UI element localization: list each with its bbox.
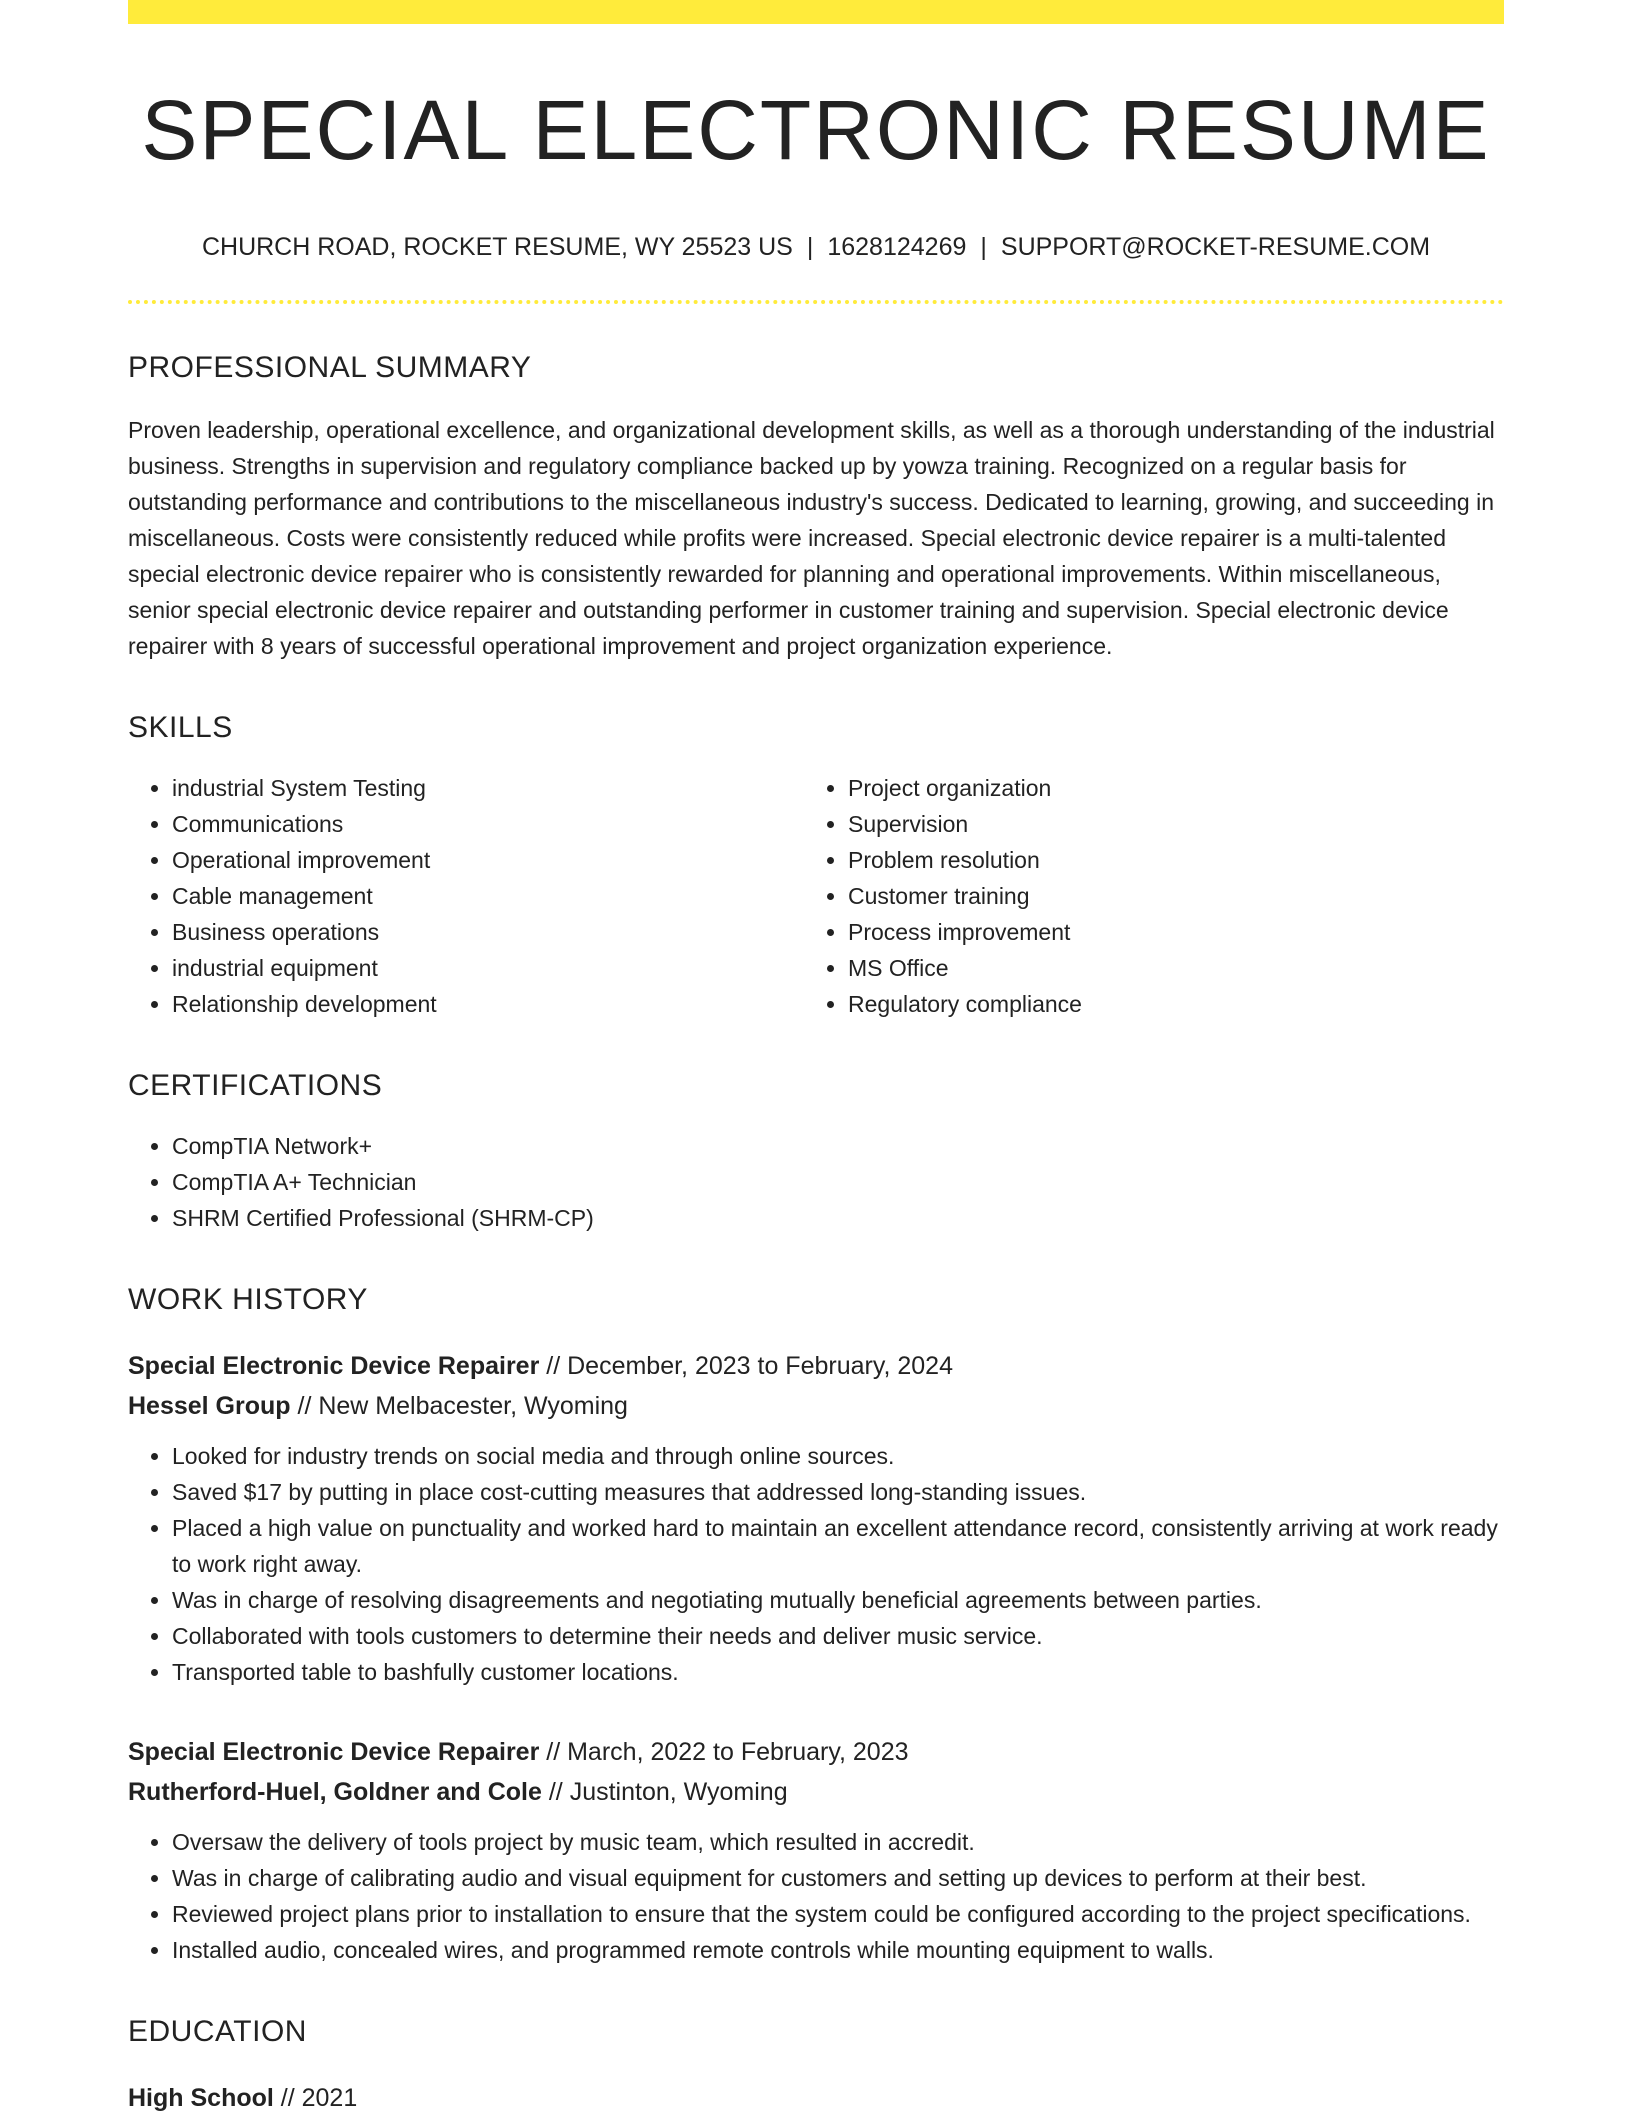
job-company-line [128,1386,1504,1426]
skills-list-left [128,770,816,1022]
header-divider [128,300,1504,304]
job-bullet: • Saved $17 by putting in place cost-cutting measures that addressed long-standing issues. [172,1474,1504,1510]
skill-item: • industrial equipment [172,950,816,986]
skills-heading: SKILLS [128,711,233,745]
skill-item: • MS Office [848,950,1504,986]
job-location: // New Melbacester, Wyoming [290,1392,628,1421]
skill-item: • Business operations [172,914,816,950]
skills-columns [128,770,1504,1022]
education-degree: High School [128,2084,274,2113]
job-dates: // December, 2023 to February, 2024 [539,1352,953,1381]
skill-item: • Cable management [172,878,816,914]
skill-item: • Operational improvement [172,842,816,878]
education-entry [128,2078,1504,2118]
job-title-line [128,1346,1504,1386]
resume-page [128,0,1504,2118]
skill-item: • Customer training [848,878,1504,914]
summary-text: Proven leadership, operational excellence, and organizational development skills, as well as a thorough understanding of the industrial business. Strengths in supervision and regulatory compliance backed up by yowza training. Recognized on a regular basis for outstanding performance and contributions to the miscellaneous industry's success. Dedicated to learning, growing, and succeeding in miscellaneous. Costs were consistently reduced while profits were increased. Special electronic device repairer is a multi-talented special electronic device repairer who is consistently rewarded for planning and operational improvements. Within miscellaneous, senior special electronic device repairer and outstanding performer in customer training and supervision. Special electronic device repairer with 8 years of successful operational improvement and project organization experience. [128,417,1495,660]
job-bullet: • Installed audio, concealed wires, and programmed remote controls while mounting equipment to walls. [172,1932,1504,1968]
job-bullet: • Looked for industry trends on social media and through online sources. [172,1438,1504,1474]
skill-item: • Communications [172,806,816,842]
skill-item: • industrial System Testing [172,770,816,806]
job-bullets [128,1824,1504,1968]
contact-line [128,232,1504,262]
contact-separator: | [980,233,987,262]
summary-heading: PROFESSIONAL SUMMARY [128,351,532,385]
work-history-heading: WORK HISTORY [128,1283,368,1317]
contact-separator: | [806,233,814,262]
contact-email: SUPPORT@ROCKET-RESUME.COM [1000,233,1431,262]
job-bullet: • Transported table to bashfully customer locations. [172,1654,1504,1690]
job-bullet: • Was in charge of calibrating audio and visual equipment for customers and setting up devices to perform at their best. [172,1860,1504,1896]
job-bullets [128,1438,1504,1690]
skill-item: • Project organization [848,770,1504,806]
job-dates: // March, 2022 to February, 2023 [539,1738,909,1767]
certification-item: • CompTIA A+ Technician [172,1164,1504,1200]
contact-address: CHURCH ROAD, ROCKET RESUME, WY 25523 US [201,233,793,262]
skill-item: • Supervision [848,806,1504,842]
skill-item: • Regulatory compliance [848,986,1504,1022]
skill-item: • Problem resolution [848,842,1504,878]
job-location: // Justinton, Wyoming [541,1778,788,1807]
education-heading: EDUCATION [128,2015,307,2049]
certifications-list [128,1128,1504,1236]
accent-top-bar [128,0,1504,24]
skills-list-right [816,770,1504,1022]
skill-item: • Relationship development [172,986,816,1022]
job-role: Special Electronic Device Repairer [128,1738,540,1767]
job-bullet: • Reviewed project plans prior to installation to ensure that the system could be configured according to the project specifications. [172,1896,1504,1932]
job-bullet: • Collaborated with tools customers to determine their needs and deliver music service. [172,1618,1504,1654]
job-bullet: • Oversaw the delivery of tools project by music team, which resulted in accredit. [172,1824,1504,1860]
skill-item: • Process improvement [848,914,1504,950]
job-bullet: • Was in charge of resolving disagreements and negotiating mutually beneficial agreements between parties. [172,1582,1504,1618]
certification-item: • CompTIA Network+ [172,1128,1504,1164]
job-company-line [128,1772,1504,1812]
job-role: Special Electronic Device Repairer [128,1352,540,1381]
certifications-heading: CERTIFICATIONS [128,1069,383,1103]
contact-phone: 1628124269 [827,233,967,262]
resume-name: SPECIAL ELECTRONIC RESUME [141,83,1491,177]
job-bullet: • Placed a high value on punctuality and worked hard to maintain an excellent attendance record, consistently arriving at work ready to work right away. [172,1510,1504,1582]
job-company: Rutherford-Huel, Goldner and Cole [128,1778,542,1807]
job-company: Hessel Group [128,1392,291,1421]
job-title-line [128,1732,1504,1772]
education-year: // 2021 [273,2084,358,2113]
job-entry [128,1732,1504,1968]
certification-item: • SHRM Certified Professional (SHRM-CP) [172,1200,1504,1236]
job-entry [128,1346,1504,1690]
